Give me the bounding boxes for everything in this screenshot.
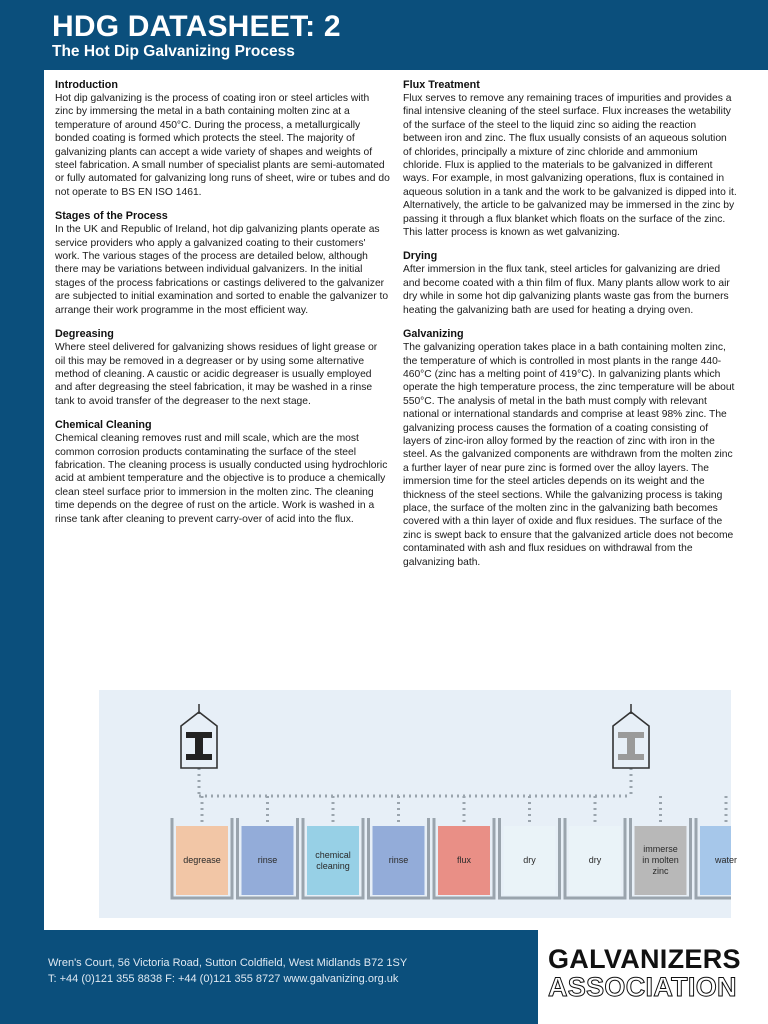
section-heading: Degreasing: [55, 328, 114, 341]
tank-label: chemical cleaning: [315, 849, 351, 871]
process-diagram: [99, 690, 737, 918]
hanger-after-steel-beam: [618, 732, 644, 760]
tank-label: rinse: [257, 855, 278, 865]
section-body: Hot dip galvanizing is the process of coating iron or steel articles with zinc by immersing the metal in a bath containing molten zinc at a temperature of around 450°C. During the process, a metallurgically bonded coating is formed which protects the steel. The majority of galvanizing plants can accept a wide variety of shapes and weights of steel fabrication. A small number of specialist plants are semi-automated or fully automated for galvanizing long runs of sheet, wire or tubes and do not operate to BS EN ISO 1461.: [55, 93, 390, 198]
logo-text-line1: GALVANIZERS: [548, 944, 741, 974]
header: [0, 0, 768, 70]
section-galvanizing: [403, 327, 737, 569]
section-body: After immersion in the flux tank, steel articles for galvanizing are dried and become coated with a thin film of flux. Many plants allow work to air dry while in some hot dip galvanizing plants waste gas from the burners heating the galvanizing bath are used for heating a drying oven.: [403, 264, 730, 316]
tank-label: dry: [523, 855, 536, 865]
section-heading: Drying: [403, 250, 438, 263]
footer: [0, 930, 768, 1024]
hanger-before-steel-beam: [186, 732, 212, 760]
footer-address: Wren's Court, 56 Victoria Road, Sutton Coldfield, West Midlands B72 1SY: [48, 957, 408, 969]
section-body: Chemical cleaning removes rust and mill scale, which are the most common corrosion products contaminating the surface of the steel fabrication. The cleaning process is usually conducted using hydrochloric acid at ambient temperature and the objective is to produce a chemically clean steel surface prior to immersion in the molten zinc. The cleaning time depends on the degree of rust on the article. Work is washed in a rinse tank after cleaning to prevent carry-over of acid into the flux.: [55, 433, 388, 525]
process-diagram-graphic: [99, 690, 731, 918]
section-flux-treatment: [403, 78, 737, 239]
tank-label: flux: [456, 855, 471, 865]
tank-label: rinse: [388, 855, 409, 865]
tank-label: dry: [588, 855, 602, 865]
section-heading: Stages of the Process: [55, 210, 168, 223]
section-heading: Flux Treatment: [403, 79, 480, 91]
section-heading: Chemical Cleaning: [55, 419, 152, 432]
tank-label: immerse in molten zinc: [642, 844, 679, 876]
content-panel: [44, 70, 768, 930]
right-column: [403, 78, 737, 579]
section-body: In the UK and Republic of Ireland, hot dip galvanizing plants operate as service providers who apply a galvanized coating to their customers' work. The various stages of the process are detailed below, although there may be variations between individual galvanizers. In the initial stages of the process fabrications or castings delivered to the galvanizer are subjected to initial examination and sorted to enable the galvanizer to arrange their work programme in the most efficient way.: [55, 224, 389, 316]
tank-label: degrease: [183, 855, 221, 865]
tank-label: water: [714, 855, 737, 865]
page-title: HDG DATASHEET: 2: [52, 10, 341, 43]
section-heading: Introduction: [55, 79, 118, 91]
section-body: Flux serves to remove any remaining traces of impurities and provides a final intensive cleaning of the steel surface. Flux increases the wetability of the surface of the steel to the liquid zinc so aiding the reaction between iron and zinc. The flux usually consists of an aqueous solution of chlorides, principally a mixture of zinc chloride and ammonium chloride. Flux is applied to the materials to be galvanized in different ways. For example, in most galvanizing operations, flux is contained in aqueous solution in a tank and the work to be galvanized is dipped into it. Alternatively, the article to be galvanized may be immersed in the zinc by passing it through a flux blanket which floats on the surface of the zinc. This latter process is known as wet galvanizing.: [403, 93, 737, 239]
section-body: Where steel delivered for galvanizing shows residues of light grease or oil this may be removed in a degreaser or by using some alternative method of cleaning. A caustic or acidic degreaser is usually employed and after degreasing the steel fabrication, it may be washed in a rinse tank to avoid transfer of the degreaser to the next stage.: [55, 342, 378, 407]
section-body: The galvanizing operation takes place in a bath containing molten zinc, the temperature of which is controlled in most plants in the range 440-460°C (zinc has a melting point of 419°C). In galvanizing plants which operate the high temperature process, the zinc temperature will be about 550°C. The analysis of metal in the bath must comply with relevant national or international standards and comprise at least 98% zinc. The galvanizing process causes the formation of a coating consisting of layers of zinc-iron alloy formed by the reaction of zinc with iron in the steel. As the galvanized components are withdrawn from the molten zinc a further layer of near pure zinc is formed over the alloy layers. The immersion time for the steel articles depends on its weight and the thickness of the steel sections. While the galvanizing process is taking place, the surface of the molten zinc in the galvanizing bath becomes covered with a thin layer of oxide and flux residues. The surface of the zinc is swept back to ensure that the galvanized article does not become contaminated with ash and flux residues on withdrawal from the galvanizing bath.: [403, 342, 735, 568]
section-chemical-cleaning: [55, 418, 390, 526]
section-drying: [403, 249, 737, 317]
section-stages: [55, 209, 390, 317]
association-logo: [538, 930, 768, 1024]
page-subtitle: The Hot Dip Galvanizing Process: [52, 43, 295, 60]
logo-text-line2: ASSOCIATION: [548, 972, 737, 1002]
section-heading: Galvanizing: [403, 328, 464, 341]
footer-contact: T: +44 (0)121 355 8838 F: +44 (0)121 355 8727 www.galvanizing.org.uk: [48, 973, 399, 985]
section-degreasing: [55, 327, 390, 408]
section-introduction: [55, 78, 390, 199]
left-column: [55, 78, 390, 536]
